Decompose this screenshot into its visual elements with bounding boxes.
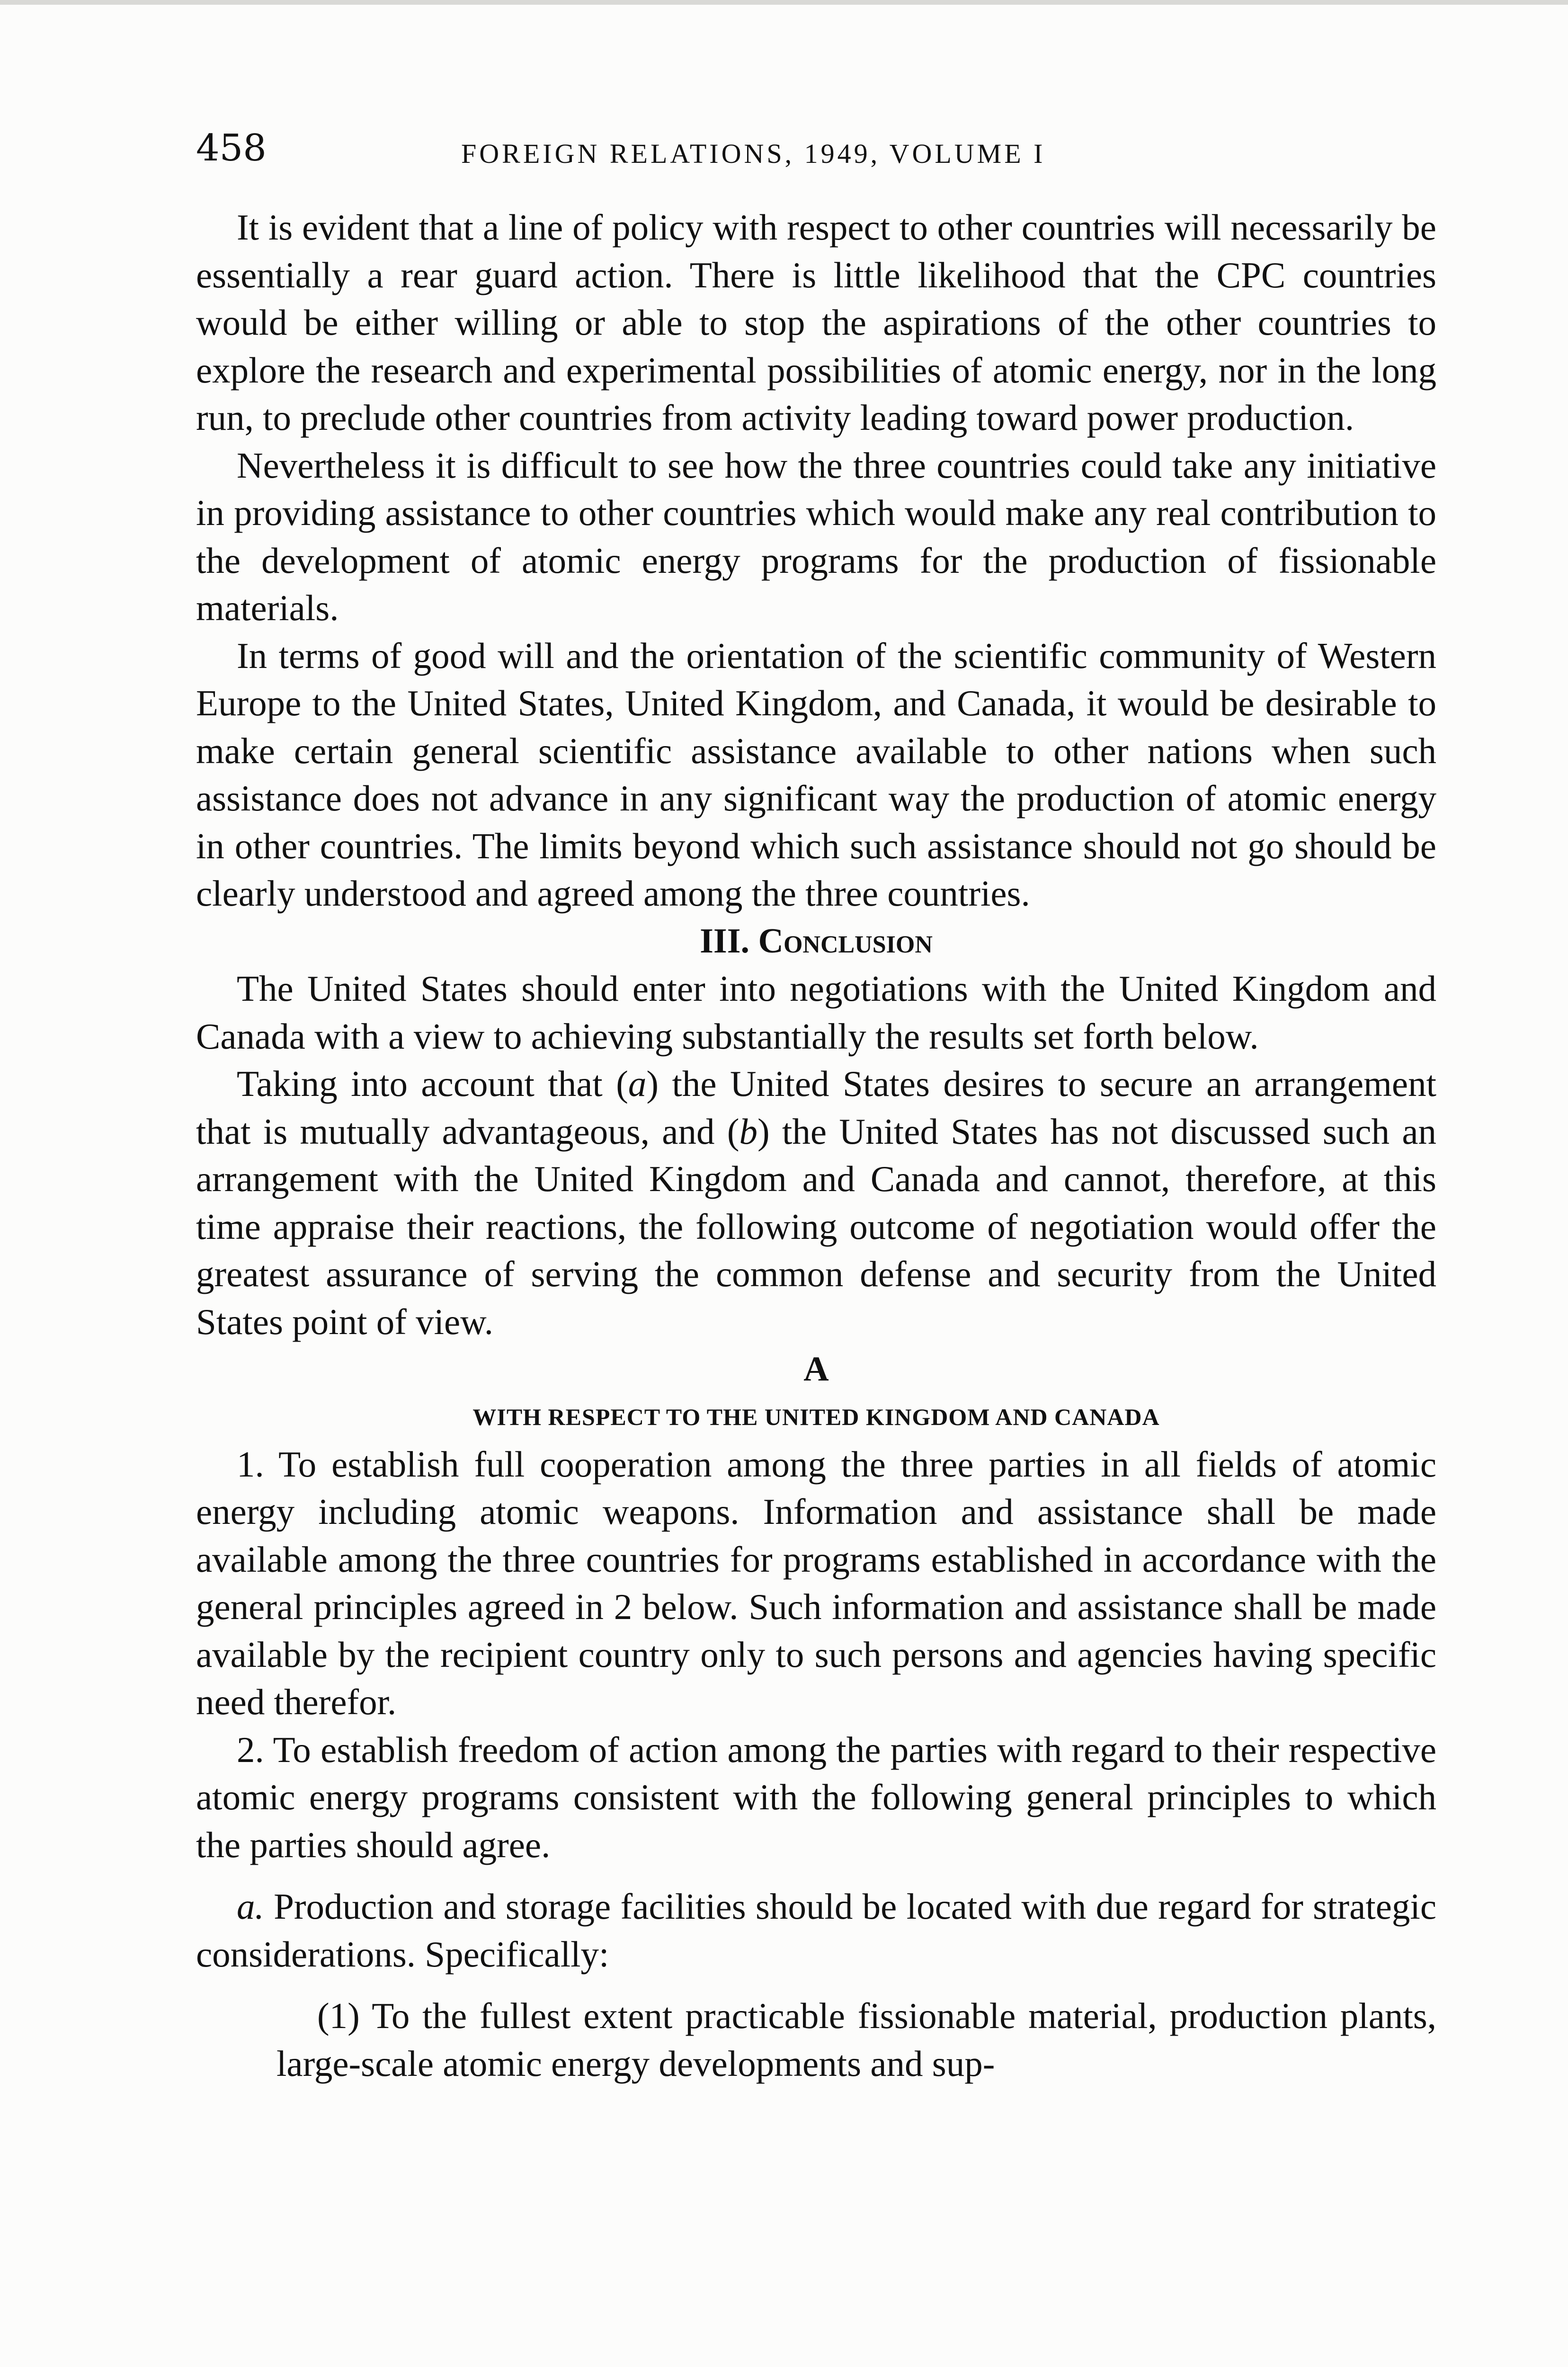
- paragraph-good-will: In terms of good will and the orientation of the scientific community of Western Europe to the United States, United Kingdom, and Canada, it would be desirable to make certain general scientific assistance available to other nations when such assistance does not advance in any significant way the production of atomic energy in other countries. The limits beyond which such assistance should not go should be clearly understood and agreed among the three countries.: [196, 635, 1436, 914]
- nested-item-1: (1) To the fullest extent practicable fissionable material, production plants, large-scale atomic energy developments and sup-: [276, 1995, 1436, 2084]
- italic-letter-a-label: a.: [237, 1886, 264, 1927]
- italic-letter-b: b: [739, 1111, 757, 1152]
- paragraph-taking-into-account: [196, 1060, 1436, 1345]
- page-number: 458: [196, 127, 267, 169]
- body-text: [196, 204, 1436, 2087]
- text-segment: ) the United States desires to secure an arrangement that is mutually advantageous, and (: [196, 1063, 1436, 1152]
- subsection-letter-heading: A: [803, 1350, 829, 1388]
- text-segment: Taking into account that (: [237, 1063, 628, 1104]
- numbered-item-2: 2. To establish freedom of action among the parties with regard to their respective atomic energy programs consistent with the following general principles to which the parties should agree.: [196, 1729, 1436, 1865]
- section-heading-conclusion: III. Conclusion: [700, 921, 933, 961]
- text-segment: ) the United States has not discussed such an arrangement with the United Kingdom and Canada and cannot, therefore, at this time appraise their reactions, the following outcome of negotiation would offer the greatest assurance of serving the common defense and security from the United States point of view.: [196, 1111, 1436, 1342]
- top-edge-rule: [0, 0, 1568, 5]
- subsection-title: WITH RESPECT TO THE UNITED KINGDOM AND CANADA: [472, 1403, 1160, 1430]
- lettered-item-a: [196, 1883, 1436, 1978]
- numbered-item-1: 1. To establish full cooperation among the three parties in all fields of atomic energy including atomic weapons. Information and assistance shall be made available among the three countries for programs established in accordance with the general principles agreed in 2 below. Such information and assistance shall be made available by the recipient country only to such persons and agencies having specific need therefor.: [196, 1443, 1436, 1722]
- running-title: FOREIGN RELATIONS, 1949, VOLUME I: [461, 138, 1046, 169]
- text-segment: Production and storage facilities should be located with due regard for strategic considerations. Specifically:: [196, 1886, 1436, 1975]
- paragraph-nevertheless: Nevertheless it is difficult to see how the three countries could take any initiative in providing assistance to other countries which would make any real contribution to the development of atomic energy programs for the production of fissionable materials.: [196, 445, 1436, 628]
- italic-letter-a: a: [628, 1063, 647, 1104]
- running-head: [196, 122, 1436, 174]
- paragraph-rear-guard: It is evident that a line of policy with respect to other countries will necessarily be essentially a rear guard action. There is little likelihood that the CPC countries would be either willing or able to stop the aspirations of the other countries to explore the research and experimental possibilities of atomic energy, nor in the long run, to preclude other countries from activity leading toward power production.: [196, 207, 1436, 438]
- paragraph-negotiations: The United States should enter into negotiations with the United Kingdom and Canada with a view to achieving substantially the results set forth below.: [196, 968, 1436, 1057]
